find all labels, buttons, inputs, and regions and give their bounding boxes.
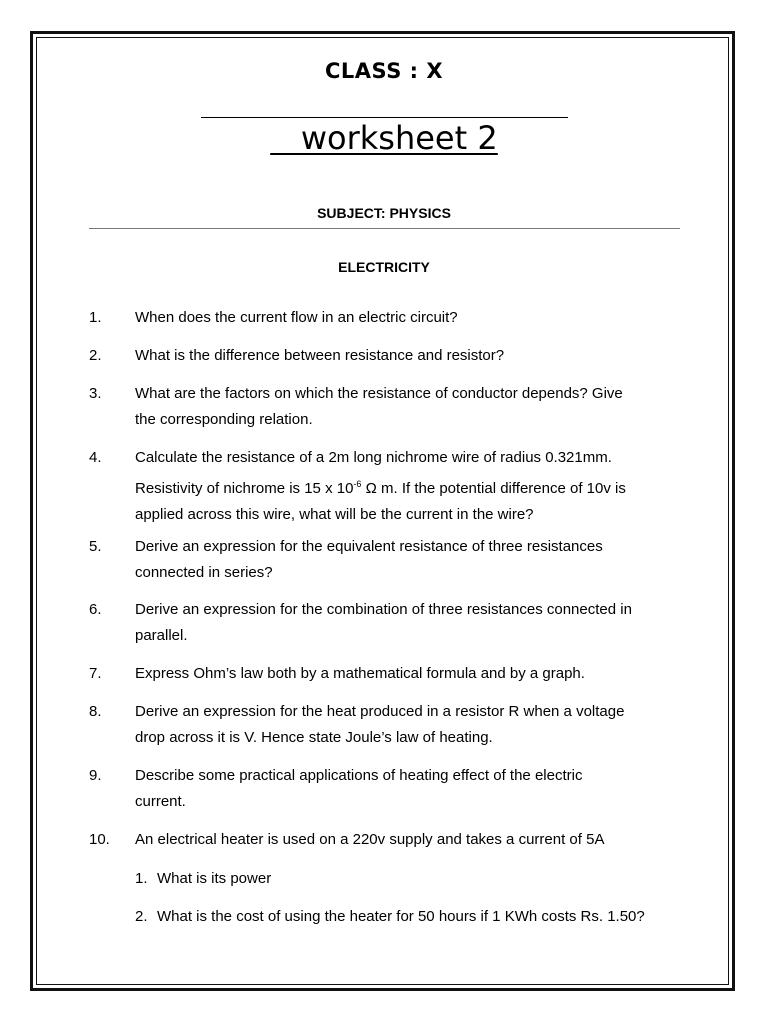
question-text	[135, 763, 687, 815]
question-number: 2.	[89, 347, 102, 364]
sub-question-item	[135, 904, 695, 930]
question-line: current.	[135, 793, 186, 810]
question-number: 1.	[89, 309, 102, 326]
class-heading: CLASS : X	[324, 59, 444, 83]
sub-question-number: 2.	[135, 908, 148, 925]
question-number: 10.	[89, 831, 110, 848]
question-number: 5.	[89, 538, 102, 555]
subject-heading: SUBJECT: PHYSICS	[317, 205, 451, 221]
question-line: Derive an expression for the heat produced in a resistor R when a voltage	[135, 703, 625, 720]
question-line: Calculate the resistance of a 2m long nichrome wire of radius 0.321mm.	[135, 449, 612, 466]
question-text	[135, 534, 687, 586]
sub-question-number: 1.	[135, 870, 148, 887]
question-text	[135, 699, 687, 751]
resistivity-suffix: Ω m. If the potential difference of 10v is	[361, 480, 626, 497]
question-number: 4.	[89, 449, 102, 466]
question-text	[135, 445, 687, 528]
sub-question-item	[135, 866, 695, 892]
sub-question-text: What is the cost of using the heater for 50 hours if 1 KWh costs Rs. 1.50?	[157, 908, 645, 925]
question-line: parallel.	[135, 627, 188, 644]
question-number: 8.	[89, 703, 102, 720]
question-text: An electrical heater is used on a 220v supply and takes a current of 5A	[135, 831, 605, 848]
question-text	[135, 381, 687, 433]
question-number: 6.	[89, 601, 102, 618]
title-prefix	[270, 119, 301, 157]
question-line: What are the factors on which the resistance of conductor depends? Give	[135, 385, 623, 402]
question-line: connected in series?	[135, 564, 273, 581]
question-line: Describe some practical applications of heating effect of the electric	[135, 767, 583, 784]
question-number: 3.	[89, 385, 102, 402]
question-text: When does the current flow in an electric circuit?	[135, 309, 458, 326]
topic-heading: ELECTRICITY	[338, 259, 430, 275]
question-line: the corresponding relation.	[135, 411, 313, 428]
title-text: worksheet 2	[300, 119, 498, 157]
question-text: Express Ohm’s law both by a mathematical formula and by a graph.	[135, 665, 585, 682]
question-text	[135, 597, 687, 649]
sub-question-text: What is its power	[157, 870, 272, 887]
question-line	[135, 471, 687, 502]
question-line: drop across it is V. Hence state Joule’s law of heating.	[135, 729, 493, 746]
resistivity-prefix: Resistivity of nichrome is 15 x 10	[135, 480, 354, 497]
resistivity-exponent: -6	[353, 479, 362, 489]
question-line: applied across this wire, what will be the current in the wire?	[135, 506, 534, 523]
question-line: Derive an expression for the combination of three resistances connected in	[135, 601, 632, 618]
question-number: 9.	[89, 767, 102, 784]
question-line: Derive an expression for the equivalent resistance of three resistances	[135, 538, 603, 555]
subject-divider	[89, 228, 680, 229]
question-text: What is the difference between resistance and resistor?	[135, 347, 505, 364]
worksheet-title	[0, 118, 768, 158]
question-number: 7.	[89, 665, 102, 682]
